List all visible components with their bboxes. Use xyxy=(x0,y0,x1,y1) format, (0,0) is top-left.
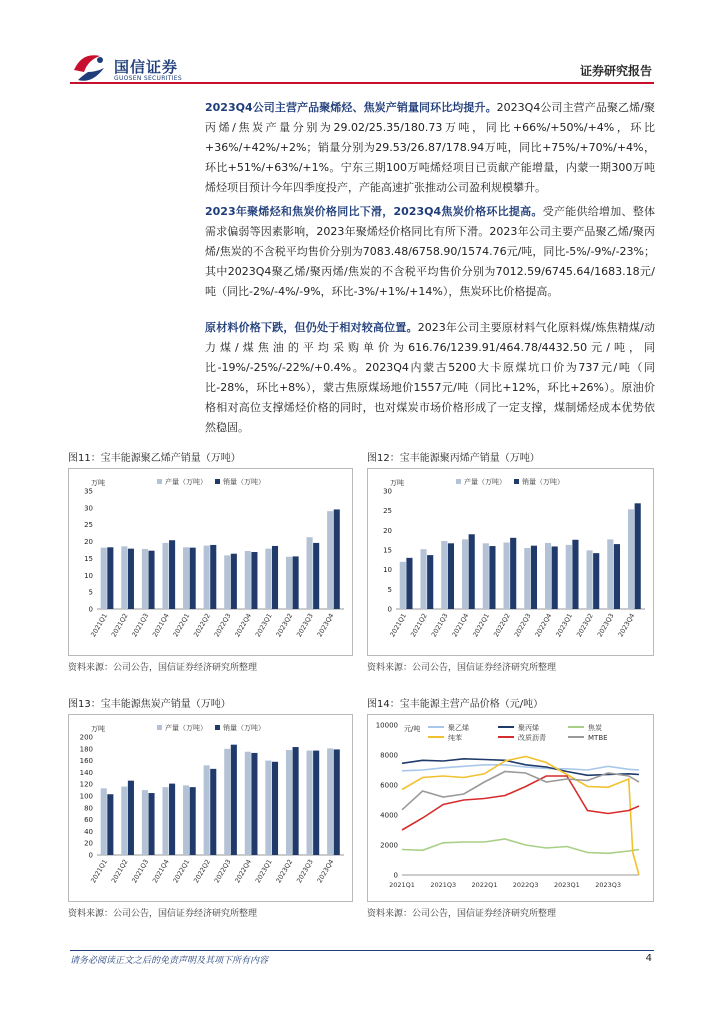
series-line-6 xyxy=(402,772,639,810)
bar-production xyxy=(286,750,292,855)
coke-volume-chart xyxy=(69,715,352,901)
bar-production xyxy=(162,787,168,855)
figure-box xyxy=(68,714,353,902)
x-tick-label: 2022Q1 xyxy=(171,858,192,885)
figure-11 xyxy=(68,450,353,675)
x-tick-label: 2022Q2 xyxy=(192,612,212,639)
x-tick-label: 2021Q1 xyxy=(389,881,415,889)
figure-13 xyxy=(68,696,353,921)
bar-production xyxy=(628,509,634,609)
guosen-logo-icon xyxy=(70,50,110,84)
x-tick-label: 2023Q2 xyxy=(274,612,295,639)
x-tick-label: 2021Q2 xyxy=(109,858,130,885)
bar-production xyxy=(101,548,107,609)
paragraph-lead: 原材料价格下跌，但仍处于相对较高位置。 xyxy=(205,321,418,334)
bar-production xyxy=(462,539,468,609)
legend-label-4: 纯苯 xyxy=(448,734,462,742)
bar-sales xyxy=(593,553,599,609)
bar-sales xyxy=(293,556,299,609)
bar-production xyxy=(162,543,168,609)
page-number: 4 xyxy=(645,953,652,964)
x-tick-label: 2021Q2 xyxy=(109,612,130,639)
x-tick-label: 2021Q3 xyxy=(130,858,151,885)
y-axis-unit: 万吨 xyxy=(91,479,105,487)
bar-production xyxy=(441,541,447,609)
figure-title: 图11：宝丰能源聚乙烯产销量（万吨） xyxy=(68,450,353,469)
paragraph-volume xyxy=(205,98,655,198)
y-tick-label: 60 xyxy=(84,816,93,825)
y-tick-label: 180 xyxy=(79,745,93,754)
x-tick-label: 2021Q4 xyxy=(450,612,471,639)
y-tick-label: 200 xyxy=(79,733,93,742)
legend-label-2: 聚丙烯 xyxy=(518,724,539,732)
bar-sales xyxy=(169,784,175,855)
bar-sales xyxy=(272,546,278,609)
figure-title: 图12：宝丰能源聚丙烯产销量（万吨） xyxy=(367,450,654,469)
y-tick-label: 160 xyxy=(79,757,93,766)
y-tick-label: 40 xyxy=(84,827,93,836)
paragraph-lead: 2023Q4公司主营产品聚烯烃、焦炭产销量同环比均提升。 xyxy=(205,101,497,114)
x-tick-label: 2021Q3 xyxy=(429,612,450,639)
y-tick-label: 2000 xyxy=(380,841,398,850)
y-tick-label: 4000 xyxy=(380,811,398,820)
series-line-5 xyxy=(402,776,639,830)
legend-label-1: 聚乙烯 xyxy=(448,724,469,732)
bar-production xyxy=(420,549,426,609)
x-tick-label: 2023Q3 xyxy=(295,858,315,885)
y-tick-label: 8000 xyxy=(380,751,398,760)
y-tick-label: 120 xyxy=(79,780,93,789)
x-tick-label: 2021Q3 xyxy=(130,612,151,639)
bar-sales xyxy=(572,540,578,609)
y-axis-unit: 万吨 xyxy=(91,725,105,733)
bar-production xyxy=(265,549,271,609)
x-tick-label: 2022Q4 xyxy=(233,858,254,885)
bar-production xyxy=(204,765,210,855)
y-tick-label: 20 xyxy=(84,839,93,848)
x-tick-label: 2022Q2 xyxy=(492,612,512,639)
y-tick-label: 30 xyxy=(84,504,93,513)
legend-label-3: 焦炭 xyxy=(588,724,602,732)
bar-sales xyxy=(210,545,216,609)
legend-swatch-production xyxy=(456,479,461,484)
figure-title: 图14：宝丰能源主营产品价格（元/吨） xyxy=(367,696,654,715)
legend-swatch-sales xyxy=(215,479,220,484)
x-tick-label: 2023Q2 xyxy=(575,612,595,639)
bar-production xyxy=(327,748,333,855)
figure-source: 资料来源：公司公告，国信证券经济研究所整理 xyxy=(367,909,557,919)
y-tick-label: 100 xyxy=(79,792,93,801)
bar-sales xyxy=(231,745,237,855)
figure-box xyxy=(367,714,654,902)
figure-source: 资料来源：公司公告，国信证券经济研究所整理 xyxy=(68,909,258,919)
paragraph-body: 2023Q4公司主营产品聚乙烯/聚丙烯/焦炭产量分别为29.02/25.35/180.73万吨，同比+66%/+50%/+4%，环比+36%/+42%/+2%；销量分别为29.53/26.87/178.94万吨，同比+75%/+70%/+4%，环比+51%/+63%/+1%。宁东三期100万吨烯烃项目已贡献产能增量，内蒙一期300万吨烯烃项目预计今年四季度投产，产能高速扩张推动公司盈利规模攀升。 xyxy=(205,101,656,194)
y-tick-label: 35 xyxy=(84,487,93,496)
bar-production xyxy=(524,548,530,609)
bar-production xyxy=(121,787,127,855)
x-tick-label: 2021Q2 xyxy=(409,612,429,639)
x-tick-label: 2022Q1 xyxy=(171,612,192,639)
x-tick-label: 2023Q4 xyxy=(616,612,637,639)
x-tick-label: 2023Q4 xyxy=(315,858,336,885)
bar-sales xyxy=(334,749,340,855)
x-tick-label: 2023Q4 xyxy=(315,612,336,639)
bar-sales xyxy=(128,549,134,609)
bar-production xyxy=(327,511,333,609)
y-axis-unit: 元/吨 xyxy=(404,725,421,733)
x-tick-label: 2022Q1 xyxy=(471,612,492,639)
bar-sales xyxy=(313,751,319,855)
x-tick-label: 2023Q1 xyxy=(553,881,580,889)
series-line-3 xyxy=(402,839,639,853)
bar-production xyxy=(503,543,509,609)
y-tick-label: 20 xyxy=(383,526,392,535)
bar-production xyxy=(224,749,230,855)
report-type: 证券研究报告 xyxy=(579,64,652,78)
guosen-logo xyxy=(70,50,210,86)
x-tick-label: 2021Q4 xyxy=(150,858,171,885)
bar-sales xyxy=(190,787,196,855)
x-tick-label: 2021Q3 xyxy=(430,881,457,889)
figure-12 xyxy=(367,450,654,675)
y-tick-label: 0 xyxy=(387,605,392,614)
y-tick-label: 10000 xyxy=(375,721,398,730)
bar-sales xyxy=(128,781,134,855)
footer-disclaimer: 请务必阅读正文之后的免责声明及其项下所有内容 xyxy=(70,956,269,966)
bar-sales xyxy=(469,534,475,609)
bar-sales xyxy=(148,793,154,855)
y-tick-label: 25 xyxy=(84,521,93,530)
x-tick-label: 2023Q3 xyxy=(595,881,621,889)
bar-sales xyxy=(406,558,412,609)
pp-volume-chart xyxy=(368,469,653,655)
y-tick-label: 5 xyxy=(387,585,392,594)
bar-production xyxy=(400,562,406,609)
y-tick-label: 30 xyxy=(383,487,392,496)
bar-production xyxy=(607,539,613,609)
figure-box xyxy=(68,468,353,656)
figure-source: 资料来源：公司公告，国信证券经济研究所整理 xyxy=(68,663,258,673)
legend-label-sales: 销量（万吨） xyxy=(522,478,564,486)
pe-volume-chart xyxy=(69,469,352,655)
x-tick-label: 2022Q1 xyxy=(471,881,498,889)
bar-sales xyxy=(334,509,340,609)
bar-production xyxy=(204,546,210,609)
x-tick-label: 2023Q3 xyxy=(595,612,616,639)
figure-source: 资料来源：公司公告，国信证券经济研究所整理 xyxy=(367,663,557,673)
header-rule xyxy=(70,82,654,84)
bar-production xyxy=(286,557,292,609)
legend-label-5: 改质沥青 xyxy=(518,734,546,742)
bar-production xyxy=(265,761,271,855)
x-tick-label: 2022Q4 xyxy=(233,612,254,639)
bar-sales xyxy=(293,747,299,855)
legend-label-production: 产量（万吨） xyxy=(165,478,207,486)
bar-production xyxy=(307,537,313,609)
bar-sales xyxy=(210,769,216,855)
bar-production xyxy=(224,555,230,609)
legend-label-sales: 销量（万吨） xyxy=(223,478,265,486)
x-tick-label: 2023Q3 xyxy=(295,612,315,639)
bar-production xyxy=(545,543,551,609)
bar-sales xyxy=(251,753,257,855)
x-tick-label: 2022Q2 xyxy=(192,858,212,885)
bar-sales xyxy=(635,503,641,609)
bar-production xyxy=(566,545,572,609)
x-tick-label: 2023Q1 xyxy=(554,612,575,639)
x-tick-label: 2023Q2 xyxy=(274,858,295,885)
bar-sales xyxy=(107,547,113,609)
x-tick-label: 2023Q1 xyxy=(253,858,274,885)
bar-sales xyxy=(272,762,278,855)
bar-sales xyxy=(190,548,196,609)
paragraph-price xyxy=(205,202,655,302)
legend-label-sales: 销量（万吨） xyxy=(223,724,265,732)
x-tick-label: 2022Q3 xyxy=(512,881,539,889)
paragraph-raw-material xyxy=(205,318,655,438)
y-tick-label: 5 xyxy=(88,588,93,597)
bar-production xyxy=(586,550,592,609)
bar-sales xyxy=(448,543,454,609)
product-price-chart xyxy=(368,715,653,901)
y-tick-label: 80 xyxy=(84,804,93,813)
bar-production xyxy=(245,551,251,609)
bar-production xyxy=(245,752,251,855)
bar-production xyxy=(307,751,313,855)
x-tick-label: 2021Q1 xyxy=(388,612,409,639)
y-tick-label: 10 xyxy=(383,566,392,575)
bar-sales xyxy=(107,794,113,855)
y-tick-label: 0 xyxy=(88,851,93,860)
y-axis-unit: 万吨 xyxy=(390,479,404,487)
page-header xyxy=(0,0,724,90)
bar-production xyxy=(183,547,189,609)
y-tick-label: 10 xyxy=(84,571,93,580)
y-tick-label: 6000 xyxy=(380,781,398,790)
paragraph-body: 2023年公司主要原材料气化原料煤/炼焦精煤/动力煤/煤焦油的平均采购单价为616.76/1239.91/464.78/4432.50元/吨，同比-19%/-25%/-22%/+0.4%。2023Q4内蒙古5200大卡原煤坑口价为737元/吨（同比-28%，环比+8%），蒙古焦原煤场地价1557元/吨（同比+12%，环比+26%）。原油价格相对高位支撑烯烃价格的同时，也对煤炭市场价格形成了一定支撑，煤制烯烃成本优势依然稳固。 xyxy=(205,321,656,434)
bar-sales xyxy=(313,543,319,609)
x-tick-label: 2021Q4 xyxy=(150,612,171,639)
bar-sales xyxy=(510,538,516,609)
footer-rule xyxy=(70,950,654,951)
y-tick-label: 0 xyxy=(393,871,398,880)
bar-production xyxy=(101,788,107,855)
bar-production xyxy=(483,543,489,609)
y-tick-label: 25 xyxy=(383,507,392,516)
logo-name: 国信证券 xyxy=(114,58,179,76)
x-tick-label: 2022Q4 xyxy=(533,612,554,639)
y-tick-label: 15 xyxy=(84,554,93,563)
legend-label-production: 产量（万吨） xyxy=(165,724,207,732)
figure-14 xyxy=(367,696,654,921)
x-tick-label: 2022Q3 xyxy=(212,858,233,885)
bar-production xyxy=(183,785,189,855)
bar-sales xyxy=(614,544,620,609)
bar-production xyxy=(121,546,127,609)
x-tick-label: 2021Q1 xyxy=(89,858,110,885)
x-tick-label: 2023Q1 xyxy=(253,612,274,639)
bar-sales xyxy=(231,554,237,609)
series-line-1 xyxy=(402,765,639,771)
x-tick-label: 2022Q3 xyxy=(212,612,233,639)
x-tick-label: 2022Q3 xyxy=(512,612,533,639)
figure-box xyxy=(367,468,654,656)
figure-title: 图13：宝丰能源焦炭产销量（万吨） xyxy=(68,696,353,715)
legend-label-production: 产量（万吨） xyxy=(464,478,506,486)
legend-swatch-sales xyxy=(215,725,220,730)
y-tick-label: 140 xyxy=(79,768,93,777)
x-tick-label: 2021Q1 xyxy=(89,612,110,639)
bar-sales xyxy=(148,551,154,609)
paragraph-lead: 2023年聚烯烃和焦炭价格同比下滑，2023Q4焦炭价格环比提高。 xyxy=(205,205,543,218)
legend-swatch-production xyxy=(157,479,162,484)
legend-swatch-sales xyxy=(514,479,519,484)
y-tick-label: 0 xyxy=(88,605,93,614)
legend-swatch-production xyxy=(157,725,162,730)
legend-label-6: MTBE xyxy=(588,734,608,742)
bar-sales xyxy=(489,546,495,609)
bar-sales xyxy=(251,552,257,609)
bar-production xyxy=(142,549,148,609)
bar-sales xyxy=(531,546,537,609)
y-tick-label: 15 xyxy=(383,546,392,555)
bar-sales xyxy=(552,546,558,609)
y-tick-label: 20 xyxy=(84,538,93,547)
bar-production xyxy=(142,790,148,855)
logo-english-name: GUOSEN SECURITIES xyxy=(114,75,183,82)
bar-sales xyxy=(427,555,433,609)
paragraph-body: 受产能供给增加、整体需求偏弱等因素影响，2023年聚烯烃价格同比有所下滑。2023年公司主要产品聚乙烯/聚丙烯/焦炭的不含税平均售价分别为7083.48/6758.90/1574.76元/吨，同比-5%/-9%/-23%；其中2023Q4聚乙烯/聚丙烯/焦炭的不含税平均售价分别为7012.59/6745.64/1683.18元/吨（同比-2%/-4%/-9%，环比-3%/+1%/+14%），焦炭环比价格提高。 xyxy=(205,205,656,298)
bar-sales xyxy=(169,540,175,609)
